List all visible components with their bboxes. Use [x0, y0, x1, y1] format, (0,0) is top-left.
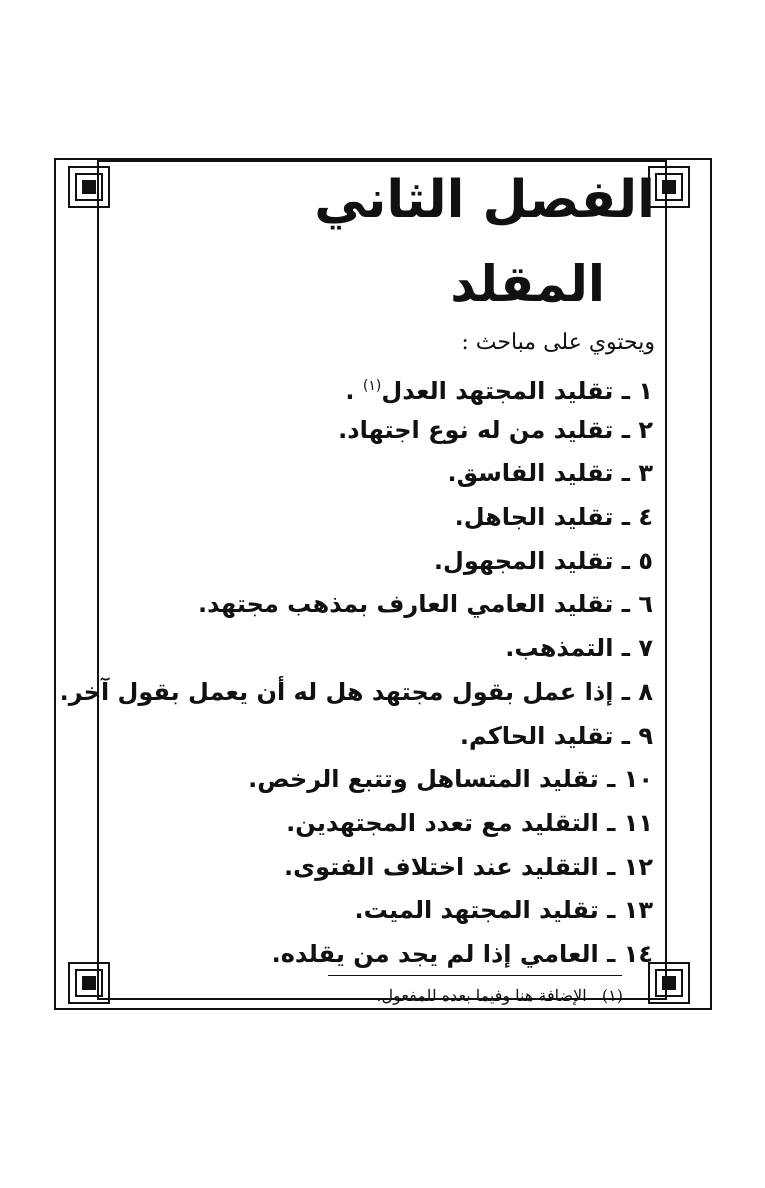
corner-ornament-top-right [648, 166, 698, 216]
list-item: ١٣ ـ تقليد المجتهد الميت. [354, 896, 653, 925]
corner-ornament-top-left [68, 166, 118, 216]
list-item: ١٢ ـ التقليد عند اختلاف الفتوى. [284, 852, 653, 881]
list-item: ١٤ ـ العامي إذا لم يجد من يقلده. [271, 939, 653, 968]
list-item: ٤ ـ تقليد الجاهل. [454, 503, 653, 532]
list-item: ٣ ـ تقليد الفاسق. [447, 459, 653, 488]
list-item: ٩ ـ تقليد الحاكم. [459, 721, 653, 750]
chapter-subtitle: المقلد [450, 255, 605, 313]
list-item: ٧ ـ التمذهب. [505, 634, 653, 663]
list-item-text: ١ ـ تقليد المجتهد العدل [381, 377, 653, 405]
list-item: ٥ ـ تقليد المجهول. [433, 546, 653, 575]
footnote [376, 986, 623, 1005]
list-item-tail: . [345, 377, 363, 405]
footnote-marker: (١) [601, 986, 623, 1005]
intro-text: ويحتوي على مباحث : [461, 330, 655, 355]
topics-list [60, 365, 653, 977]
list-item: ٦ ـ تقليد العامي العارف بمذهب مجتهد. [198, 590, 653, 619]
corner-ornament-bottom-right [648, 962, 698, 1012]
footnote-reference: (١) [362, 378, 382, 394]
list-item [60, 365, 653, 409]
footnote-text: الإضافة هنا وفيما بعده للمفعول. [376, 986, 587, 1005]
list-item: ٨ ـ إذا عمل بقول مجتهد هل له أن يعمل بقول آخر. [59, 677, 653, 706]
chapter-title: الفصل الثاني [314, 170, 655, 230]
list-item: ١٠ ـ تقليد المتساهل وتتبع الرخص. [248, 765, 653, 794]
list-item: ١١ ـ التقليد مع تعدد المجتهدين. [286, 808, 653, 837]
footnote-separator [328, 975, 622, 976]
list-item: ٢ ـ تقليد من له نوع اجتهاد. [338, 415, 653, 444]
